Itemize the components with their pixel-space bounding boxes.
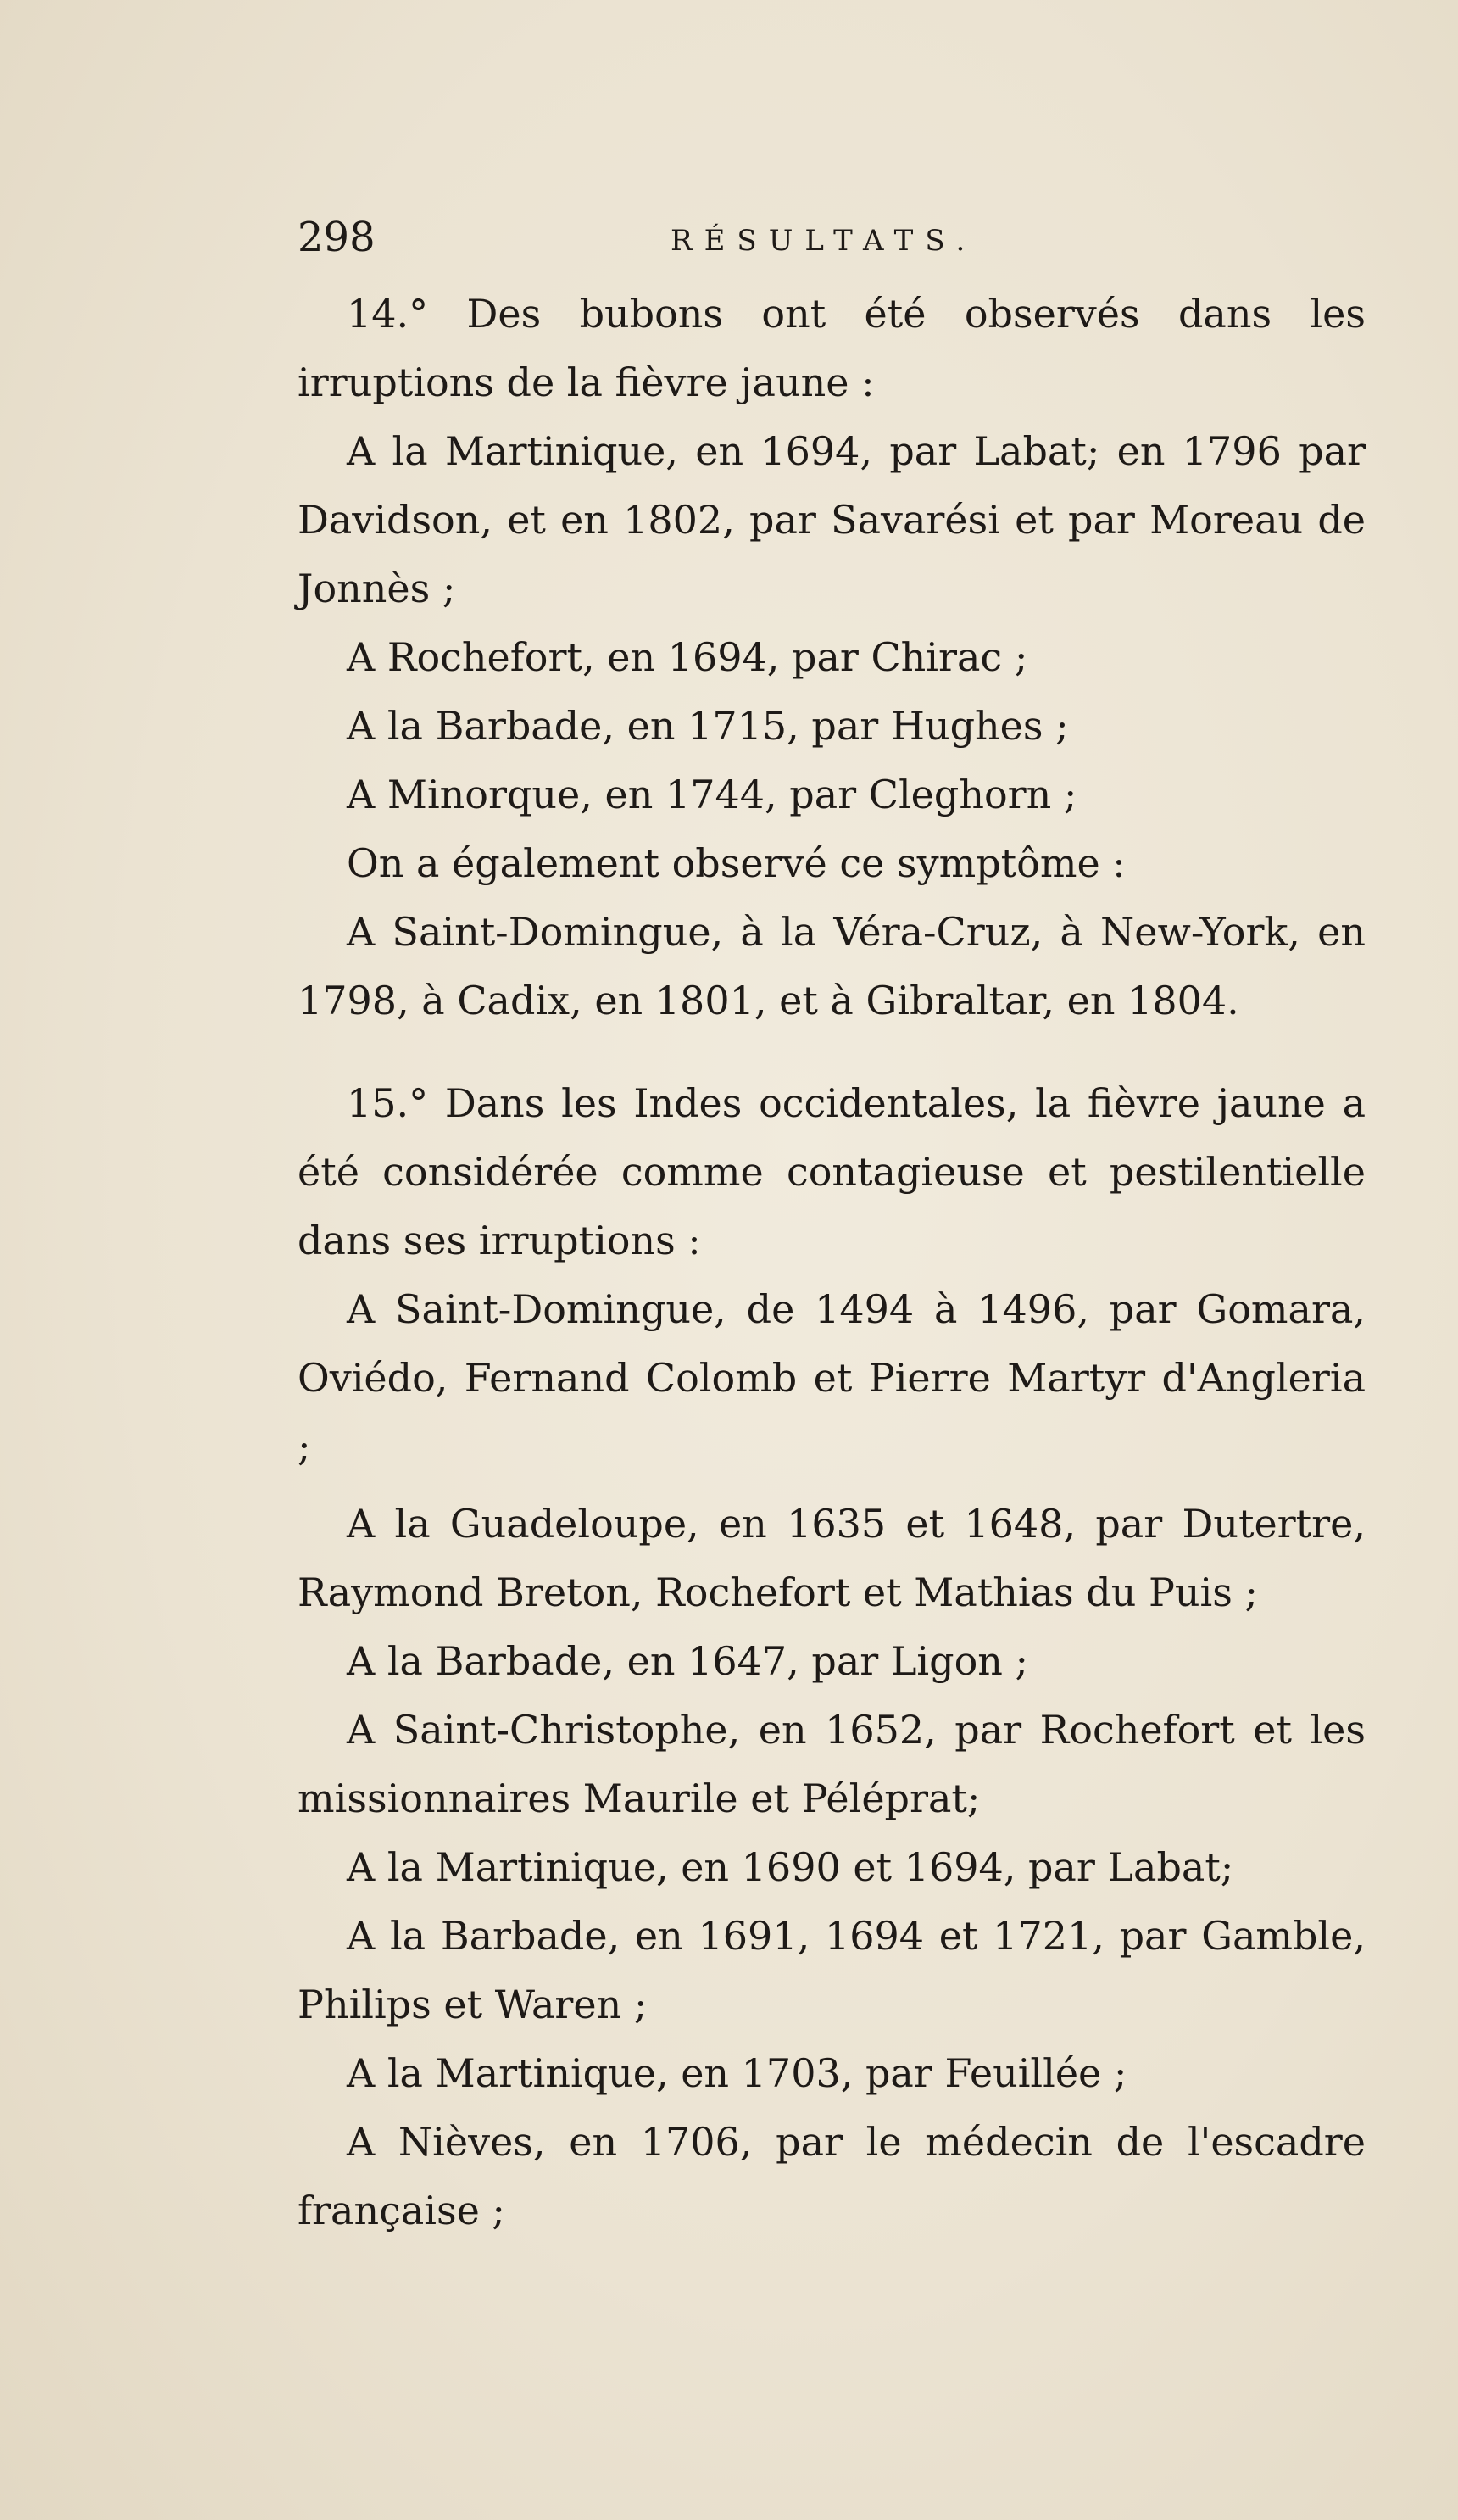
paragraph-14-intro: 14.° Des bubons ont été observés dans les irruptions de la fièvre jaune :: [298, 291, 1366, 405]
paragraph-martinique-1703: A la Martinique, en 1703, par Feuillée ;: [347, 2050, 1127, 2096]
paragraph-martinique-1694: A la Martinique, en 1694, par Labat; en 1796 par Davidson, et en 1802, par Savarési et par Moreau de Jonnès ;: [298, 428, 1366, 611]
paragraph-saint-domingue-1494: A Saint-Domingue, de 1494 à 1496, par Gomara, Oviédo, Fernand Colomb et Pierre Martyr d'Angleria ;: [298, 1286, 1366, 1469]
page-number: 298: [298, 214, 376, 261]
paragraph-nieves-1706: A Nièves, en 1706, par le médecin de l'escadre française ;: [298, 2119, 1366, 2233]
paragraph-barbade-1715: A la Barbade, en 1715, par Hughes ;: [347, 703, 1069, 749]
paragraph-guadeloupe-1635: A la Guadeloupe, en 1635 et 1648, par Dutertre, Raymond Breton, Rochefort et Mathias du Puis ;: [298, 1501, 1366, 1615]
running-head: [298, 203, 1366, 280]
paragraph-saint-domingue-1798: A Saint-Domingue, à la Véra-Cruz, à New-York, en 1798, à Cadix, en 1801, et à Gibraltar, en 1804.: [298, 909, 1366, 1023]
paragraph-rochefort-1694: A Rochefort, en 1694, par Chirac ;: [347, 634, 1028, 680]
paragraph-barbade-1691: A la Barbade, en 1691, 1694 et 1721, par Gamble, Philips et Waren ;: [298, 1913, 1366, 2027]
paragraph-symptome: On a également observé ce symptôme :: [347, 840, 1126, 886]
text-block: [298, 203, 1366, 2245]
running-title: RÉSULTATS.: [671, 224, 977, 258]
paragraph-martinique-1690: A la Martinique, en 1690 et 1694, par Labat;: [347, 1844, 1234, 1890]
paragraph-barbade-1647: A la Barbade, en 1647, par Ligon ;: [347, 1638, 1029, 1684]
paragraph-15-intro: 15.° Dans les Indes occidentales, la fièvre jaune a été considérée comme contagieuse et pestilentielle dans ses irruptions :: [298, 1080, 1366, 1263]
paragraph-minorque-1744: A Minorque, en 1744, par Cleghorn ;: [347, 772, 1077, 817]
paragraph-saint-christophe-1652: A Saint-Christophe, en 1652, par Rochefort et les missionnaires Maurile et Péléprat;: [298, 1707, 1366, 1821]
